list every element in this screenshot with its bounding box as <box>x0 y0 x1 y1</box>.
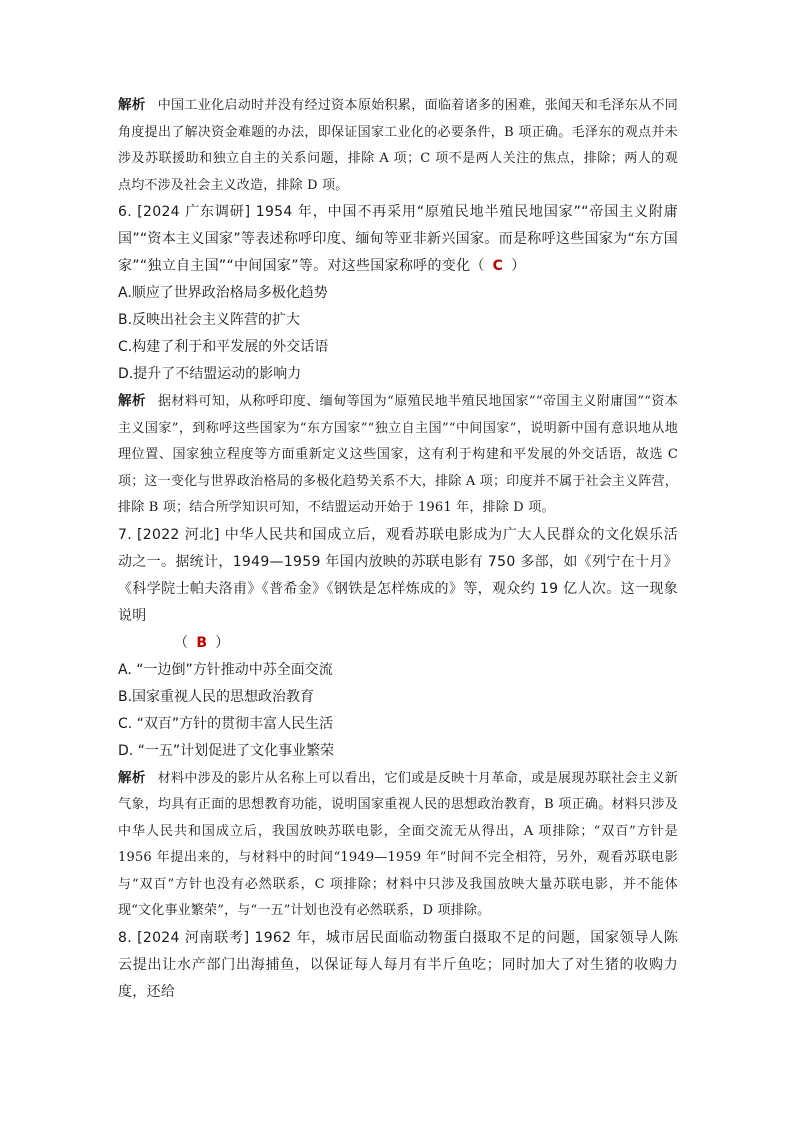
q8-stem: 8. [2024 河南联考] 1962 年，城市居民面临动物蛋白摄取不足的问题，国家领导人陈云提出让水产部门出海捕鱼，以保证每人每月有半斤鱼吃；同时加大了对生猪的收购力度，还给 <box>118 929 678 1000</box>
q7-answer: B <box>196 634 208 651</box>
q7-stem: 7. [2022 河北] 中华人民共和国成立后，观看苏联电影成为广大人民群众的文化娱乐活动之一。据统计，1949—1959 年国内放映的苏联电影有 750 多部，如《列宁在十月》《科学院士帕夫洛甫》《普希金》《钢铁是怎样炼成的》等，观众约 19 亿人次。这一现象说明 <box>118 526 678 624</box>
q6-option-b: B.反映出社会主义阵营的扩大 <box>118 312 301 328</box>
q7-close-paren: ） <box>215 634 230 651</box>
q7-analysis-text: 材料中涉及的影片从名称上可以看出，它们或是反映十月革命，或是展现苏联社会主义新气象，均具有正面的思想教育功能，说明国家重视人民的思想政治教育，B 项正确。材料只涉及中华人民共和国成立后，我国放映苏联电影，全面交流无从得出，A 项排除；“双百”方针是 1956 年提出来的，与材料中的时间“1949—1959 年”时间不完全相符，另外，观看苏联电影与“双百”方针也没有必然联系，C 项排除；材料中只涉及我国放映大量苏联电影，并不能体现“文化事业繁荣”，与“一五”计划也没有必然联系，D 项排除。 <box>118 770 678 918</box>
q7-open-paren: （ <box>174 634 189 651</box>
q7-answer-line <box>118 630 678 657</box>
q7-analysis <box>118 765 678 925</box>
q6-option-c: C.构建了利于和平发展的外交话语 <box>118 339 329 355</box>
document-page <box>118 92 678 1006</box>
q7-option-a: A. “一边倒”方针推动中苏全面交流 <box>118 661 333 678</box>
q5-analysis-text: 中国工业化启动时并没有经过资本原始积累，面临着诸多的困难，张闻天和毛泽东从不同角度提出了解决资金难题的办法，即保证国家工业化的必要条件，B 项正确。毛泽东的观点并未涉及苏联援助和独立自主的关系问题，排除 A 项；C 项不是两人关注的焦点，排除；两人的观点均不涉及社会主义改造，排除 D 项。 <box>118 98 678 193</box>
q7-option-c: C. “双百”方针的贯彻丰富人民生活 <box>118 715 334 732</box>
q6-close-paren: ） <box>511 258 526 274</box>
q6-stem-text: 6. [2024 广东调研] 1954 年，中国不再采用“原殖民地半殖民地国家”“帝国主义附庸国”“资本主义国家”等表述称呼印度、缅甸等亚非新兴国家。而是称呼这些国家为“东方国家”“独立自主国”“中间国家”等。对这些国家称呼的变化（ <box>118 204 678 274</box>
q7-option-b: B.国家重视人民的思想政治教育 <box>118 688 315 705</box>
analysis-label: 解析 <box>118 769 146 786</box>
q6-answer: C <box>492 258 504 274</box>
q7-option-d: D. “一五”计划促进了文化事业繁荣 <box>118 742 335 759</box>
analysis-label: 解析 <box>118 393 146 409</box>
q6-stem <box>118 199 678 280</box>
q6-analysis <box>118 388 678 522</box>
q5-analysis <box>118 92 678 199</box>
q6-analysis-text: 据材料可知，从称呼印度、缅甸等国为“原殖民地半殖民地国家”“帝国主义附庸国”“资本主义国家”，到称呼这些国家为“东方国家”“独立自主国”“中间国家”，说明新中国有意识地从地理位置、国家独立程度等方面重新定义这些国家，这有利于构建和平发展的外交话语，故选 C 项；这一变化与世界政治格局的多极化趋势关系不大，排除 A 项；印度并不属于社会主义阵营，排除 B 项；结合所学知识可知，不结盟运动开始于 1961 年，排除 D 项。 <box>118 394 678 515</box>
q6-option-a: A.顺应了世界政治格局多极化趋势 <box>118 285 328 301</box>
analysis-label: 解析 <box>118 97 146 113</box>
q6-option-d: D.提升了不结盟运动的影响力 <box>118 366 302 382</box>
